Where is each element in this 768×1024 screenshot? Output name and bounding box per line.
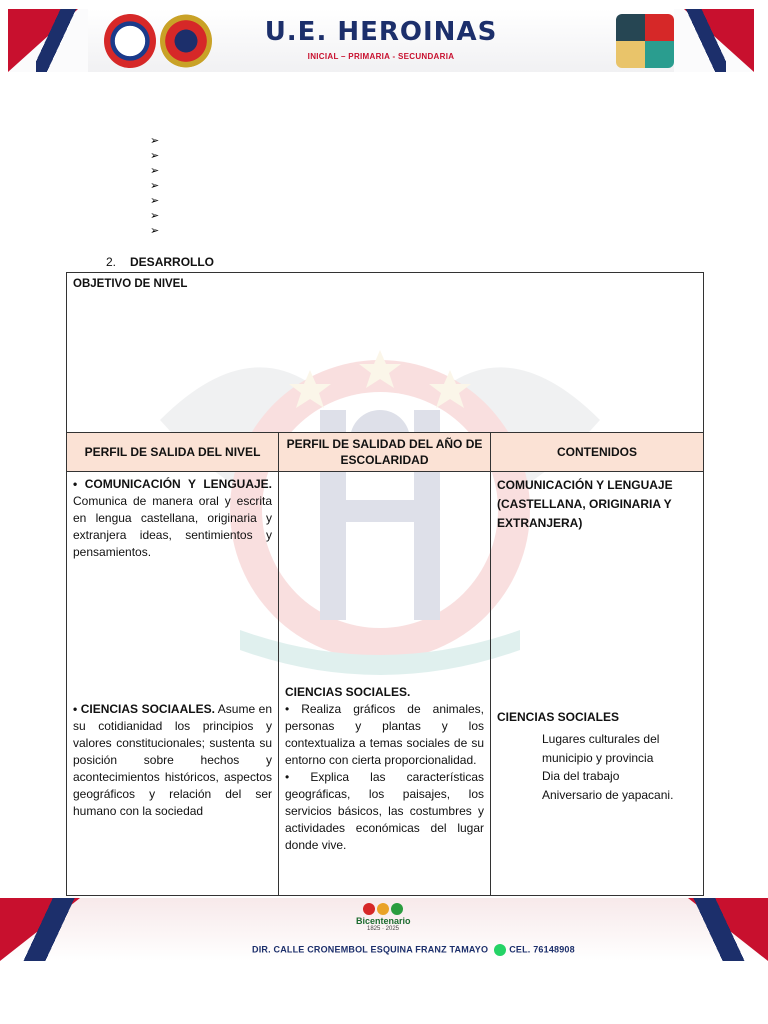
address-text: DIR. CALLE CRONEMBOL ESQUINA FRANZ TAMAYO (252, 944, 489, 955)
column-header-year-profile: PERFIL DE SALIDAD DEL AÑO DE ESCOLARIDAD (279, 433, 491, 472)
school-name: U.E. HEROINAS (264, 17, 498, 47)
whatsapp-icon (494, 944, 506, 956)
arrow-bullet-icon: ➢ (150, 210, 160, 222)
communication-profile (73, 476, 272, 561)
school-crest-logo (104, 14, 156, 68)
footer-banner (0, 898, 768, 961)
list-item (150, 209, 159, 224)
bolivia-emblem-logo (616, 14, 674, 68)
year-profile-cell (279, 472, 491, 896)
bicentenario-word: Bicentenario (356, 916, 411, 926)
list-item (150, 164, 159, 179)
contents-social-sciences-title: CIENCIAS SOCIALES (497, 710, 620, 724)
header-right-stripe-blue (668, 9, 726, 72)
list-item (150, 224, 159, 239)
header-left-stripe-blue (36, 9, 94, 72)
list-item: Dia del trabajo (542, 769, 620, 783)
school-levels: INICIAL – PRIMARIA - SECUNDARIA (307, 52, 455, 61)
bicentenario-logo (356, 903, 410, 941)
arrow-bullet-icon: ➢ (150, 225, 160, 237)
list-item (150, 194, 159, 209)
list-item (150, 134, 159, 149)
social-sciences-title: • CIENCIAS SOCIAALES. (73, 702, 215, 716)
year-social-item: • Realiza gráficos de animales, personas y plantas y los contextualiza a temas sociales de su entorno con cierta proporcionalidad. (285, 702, 484, 767)
section-number: 2. (106, 255, 117, 269)
arrow-bullet-icon: ➢ (150, 195, 160, 207)
social-sciences-profile (73, 701, 272, 820)
section-title: DESARROLLO (130, 255, 215, 269)
eagle-emblem-logo (160, 14, 212, 68)
list-item: Aniversario de yapacani. (542, 787, 674, 802)
communication-text: Comunica de manera oral y escrita en lengua castellana, originaria y extranjera ideas, sentimientos y pensamientos. (73, 494, 272, 559)
bicentenario-years: 1825 · 2025 (366, 926, 400, 932)
footer-right-stripe-blue (668, 898, 748, 961)
column-header-exit-profile: PERFIL DE SALIDA DEL NIVEL (67, 433, 279, 472)
arrow-bullet-icon: ➢ (150, 135, 160, 147)
column-header-contents: CONTENIDOS (491, 433, 704, 472)
list-item (150, 179, 159, 194)
list-item (150, 149, 159, 164)
objective-label: OBJETIVO DE NIVEL (73, 278, 188, 290)
contents-social-list (542, 730, 697, 804)
exit-profile-cell (67, 472, 279, 896)
list-item: Lugares culturales del municipio y provincia (542, 732, 660, 765)
communication-title: • COMUNICACIÓN Y LENGUAJE. (73, 477, 272, 491)
development-table (66, 272, 704, 896)
year-social-item: • Explica las características geográficas, los paisajes, los servicios básicos, las costumbres y actividades económicas del lugar donde vive. (285, 770, 484, 852)
header-banner (8, 9, 754, 72)
contents-communication-title: COMUNICACIÓN Y LENGUAJE (CASTELLANA, ORIGINARIA Y EXTRANJERA) (497, 478, 673, 530)
social-sciences-text: Asume en su cotidianidad los principios y valores constitucionales; sustenta su posición sobre hechos y acontecimientos históricos, aspectos geográficos y relación del ser humano con la sociedad (73, 702, 272, 818)
phone-text: CEL. 76148908 (509, 944, 575, 955)
arrow-bullet-icon: ➢ (150, 180, 160, 192)
bicentenario-marks (356, 903, 410, 915)
arrow-bullet-icon: ➢ (150, 165, 160, 177)
year-social-sciences-title: CIENCIAS SOCIALES. (285, 685, 411, 699)
objective-cell (67, 273, 704, 433)
arrow-bullet-list (150, 134, 159, 239)
section-heading (106, 255, 214, 269)
footer-left-stripe-blue (20, 898, 100, 961)
arrow-bullet-icon: ➢ (150, 150, 160, 162)
footer-address (252, 944, 575, 956)
contents-cell (491, 472, 704, 896)
